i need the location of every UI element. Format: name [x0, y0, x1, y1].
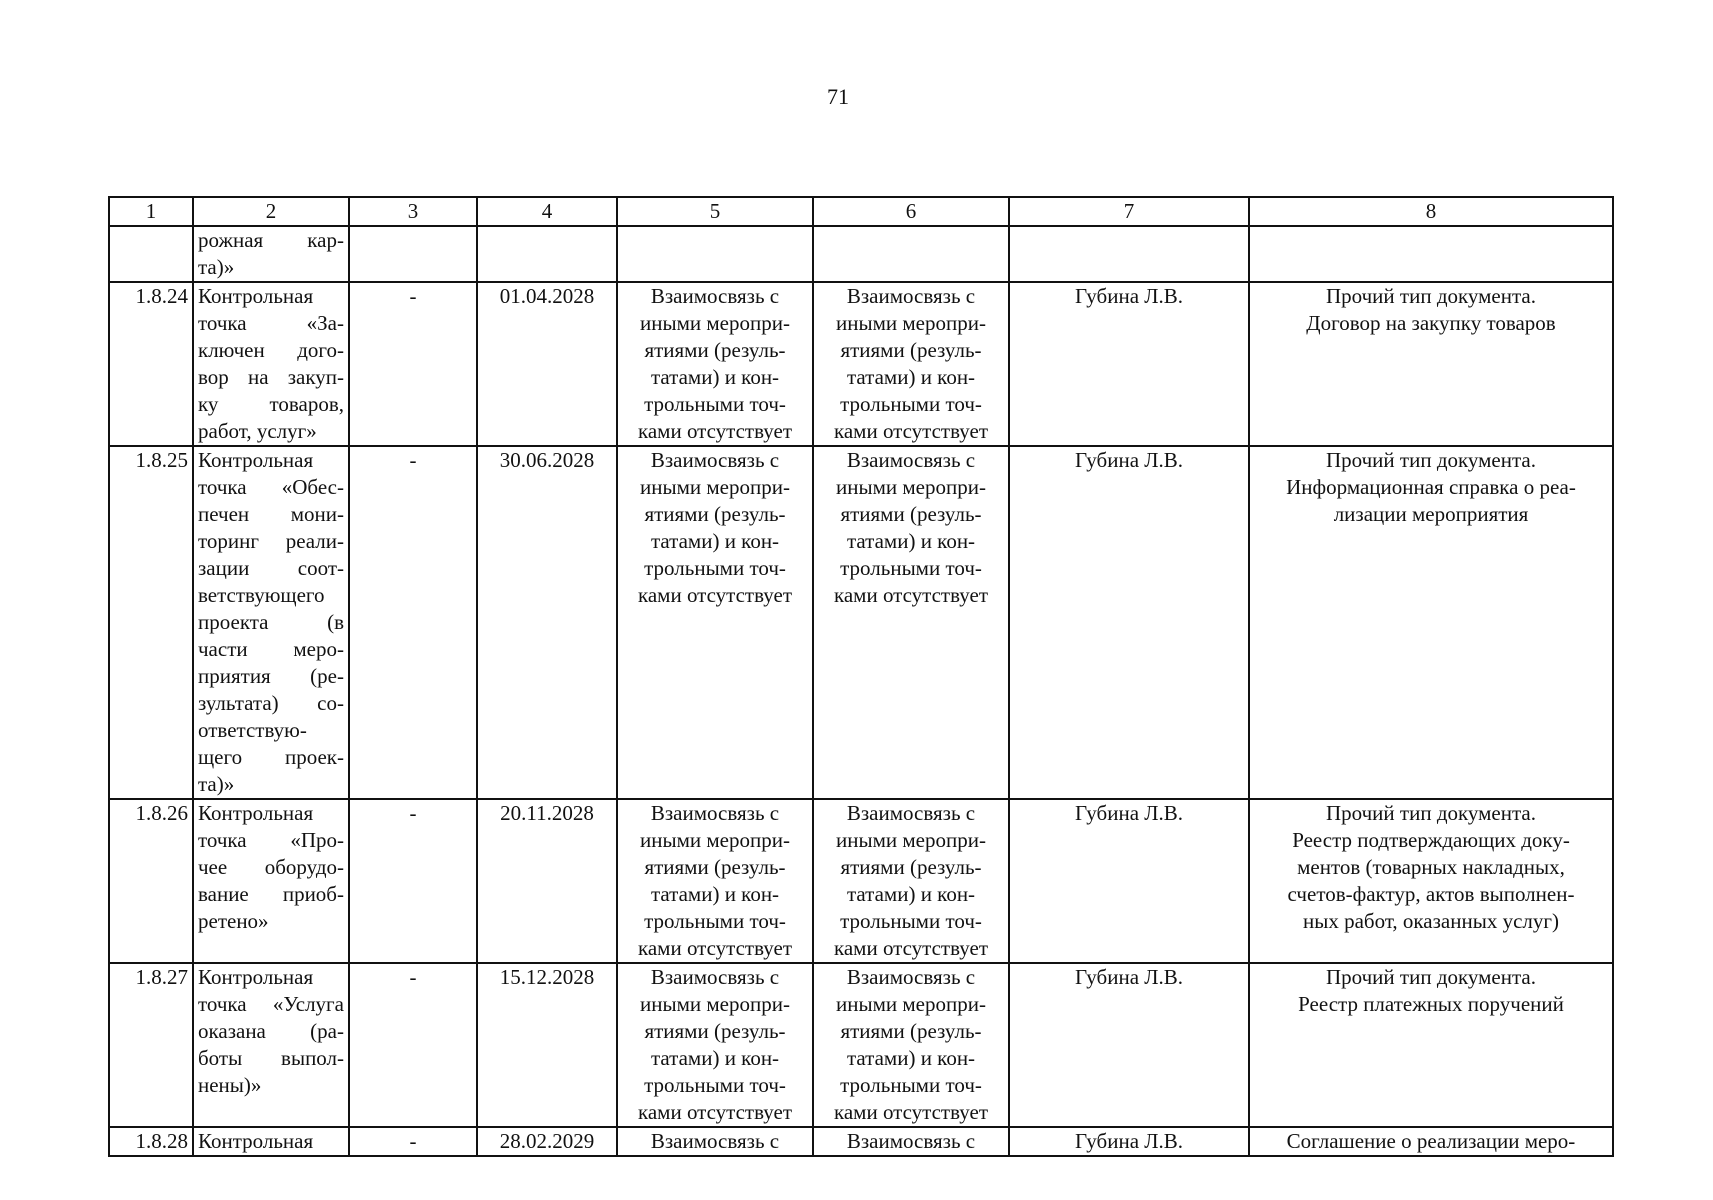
- table-row: [109, 282, 1613, 446]
- relation-col6: [813, 963, 1009, 1127]
- document-type: [1249, 226, 1613, 282]
- column-3-value: -: [349, 282, 477, 446]
- relation-col6: [813, 226, 1009, 282]
- control-point-name-line: боты выпол-: [198, 1046, 344, 1070]
- control-point-name-line: вание приоб-: [198, 882, 344, 906]
- relation-col5-line: татами) и кон-: [650, 529, 780, 553]
- table-row: [109, 799, 1613, 963]
- control-point-name-line: нены)»: [198, 1073, 262, 1097]
- responsible-person: Губина Л.В.: [1009, 1127, 1249, 1156]
- control-point-name: [193, 446, 349, 799]
- relation-col5-line: ками отсутствует: [637, 583, 793, 607]
- relation-col6-line: ками отсутствует: [833, 419, 989, 443]
- relation-col5-line: иными меропри-: [640, 992, 790, 1016]
- relation-col6-line: татами) и кон-: [846, 529, 976, 553]
- control-point-name-line: приятия (ре-: [198, 664, 344, 688]
- relation-col5-line: ятиями (резуль-: [644, 338, 786, 362]
- row-number: 1.8.25: [109, 446, 193, 799]
- due-date: 20.11.2028: [477, 799, 617, 963]
- relation-col5-line: трольными точ-: [644, 909, 786, 933]
- relation-col5-line: иными меропри-: [640, 475, 790, 499]
- control-point-name: [193, 963, 349, 1127]
- relation-col5-line: иными меропри-: [640, 828, 790, 852]
- control-point-name-line: ответствую-: [198, 718, 307, 742]
- control-point-name-line: Контрольная: [198, 801, 314, 825]
- control-point-name-line: торинг реали-: [198, 529, 344, 553]
- relation-col6-line: трольными точ-: [840, 1073, 982, 1097]
- control-point-name-line: печен мони-: [198, 502, 344, 526]
- relation-col6-line: ками отсутствует: [833, 583, 989, 607]
- relation-col6-line: трольными точ-: [840, 909, 982, 933]
- relation-col6-line: Взаимосвязь с: [846, 965, 976, 989]
- relation-col5-line: ятиями (резуль-: [644, 855, 786, 879]
- column-3-value: -: [349, 963, 477, 1127]
- control-point-name-line: щего проек-: [198, 745, 344, 769]
- relation-col6-line: трольными точ-: [840, 556, 982, 580]
- relation-col5-line: Взаимосвязь с: [650, 1129, 780, 1153]
- responsible-person: [1009, 226, 1249, 282]
- page-number: 71: [827, 84, 849, 109]
- table-row: [109, 1127, 1613, 1156]
- relation-col5-line: ками отсутствует: [637, 936, 793, 960]
- document-type-line: Соглашение о реализации меро-: [1286, 1129, 1576, 1153]
- relation-col5-line: трольными точ-: [644, 1073, 786, 1097]
- control-point-name: [193, 799, 349, 963]
- relation-col6-line: ятиями (резуль-: [840, 338, 982, 362]
- relation-col6-line: Взаимосвязь с: [846, 284, 976, 308]
- relation-col5-line: татами) и кон-: [650, 365, 780, 389]
- relation-col6-line: ятиями (резуль-: [840, 502, 982, 526]
- control-point-name-line: та)»: [198, 772, 235, 796]
- row-number: 1.8.27: [109, 963, 193, 1127]
- control-point-name-line: части меро-: [198, 637, 344, 661]
- document-type-line: Прочий тип документа.: [1326, 284, 1536, 308]
- document-type-line: ных работ, оказанных услуг): [1303, 909, 1559, 933]
- relation-col6-line: Взаимосвязь с: [846, 1129, 976, 1153]
- document-type-line: лизации мероприятия: [1333, 502, 1529, 526]
- relation-col5-line: трольными точ-: [644, 556, 786, 580]
- column-3-value: -: [349, 1127, 477, 1156]
- control-point-name-line: ветствующего: [198, 583, 325, 607]
- relation-col5: [617, 963, 813, 1127]
- control-point-name-line: Контрольная: [198, 448, 314, 472]
- document-type: [1249, 799, 1613, 963]
- control-point-name-line: ключен дого-: [198, 338, 344, 362]
- relation-col6: [813, 446, 1009, 799]
- relation-col6-line: иными меропри-: [836, 475, 986, 499]
- header-row: [109, 197, 1613, 226]
- relation-col6-line: Взаимосвязь с: [846, 448, 976, 472]
- relation-col6-line: трольными точ-: [840, 392, 982, 416]
- relation-col6-line: иными меропри-: [836, 311, 986, 335]
- relation-col5: [617, 1127, 813, 1156]
- control-points-table: [108, 196, 1614, 1157]
- control-point-name-line: точка «Про-: [198, 828, 344, 852]
- document-type-line: Прочий тип документа.: [1326, 965, 1536, 989]
- relation-col6-line: татами) и кон-: [846, 882, 976, 906]
- control-point-name-line: проекта (в: [198, 610, 344, 634]
- control-point-name-line: ку товаров,: [198, 392, 344, 416]
- control-point-name: [193, 226, 349, 282]
- control-point-name-line: оказана (ра-: [198, 1019, 344, 1043]
- table-row: [109, 963, 1613, 1127]
- control-point-name-line: зультата) со-: [198, 691, 344, 715]
- control-point-name-line: точка «Обес-: [198, 475, 344, 499]
- document-type-line: Информационная справка о реа-: [1286, 475, 1576, 499]
- column-header-7: 7: [1009, 197, 1249, 226]
- column-3-value: -: [349, 799, 477, 963]
- control-point-name-line: Контрольная: [198, 965, 314, 989]
- relation-col6-line: иными меропри-: [836, 992, 986, 1016]
- relation-col6: [813, 1127, 1009, 1156]
- table-row: [109, 226, 1613, 282]
- relation-col6-line: иными меропри-: [836, 828, 986, 852]
- relation-col6-line: ятиями (резуль-: [840, 1019, 982, 1043]
- relation-col6-line: Взаимосвязь с: [846, 801, 976, 825]
- control-point-name-line: рожная кар-: [198, 228, 344, 252]
- document-type: [1249, 963, 1613, 1127]
- control-point-name-line: Контрольная: [198, 1129, 314, 1153]
- relation-col5-line: ками отсутствует: [637, 1100, 793, 1124]
- relation-col5: [617, 226, 813, 282]
- relation-col5: [617, 282, 813, 446]
- control-point-name-line: зации соот-: [198, 556, 344, 580]
- relation-col6: [813, 799, 1009, 963]
- responsible-person: Губина Л.В.: [1009, 282, 1249, 446]
- document-type-line: Прочий тип документа.: [1326, 448, 1536, 472]
- document-type: [1249, 446, 1613, 799]
- control-point-name-line: точка «Услуга: [198, 992, 344, 1016]
- control-point-name: [193, 1127, 349, 1156]
- relation-col5-line: трольными точ-: [644, 392, 786, 416]
- row-number: 1.8.24: [109, 282, 193, 446]
- column-3-value: -: [349, 446, 477, 799]
- relation-col6-line: ками отсутствует: [833, 1100, 989, 1124]
- column-header-1: 1: [109, 197, 193, 226]
- relation-col5-line: ками отсутствует: [637, 419, 793, 443]
- relation-col5-line: татами) и кон-: [650, 1046, 780, 1070]
- control-point-name-line: вор на закуп-: [198, 365, 344, 389]
- row-number: 1.8.26: [109, 799, 193, 963]
- control-point-name-line: точка «За-: [198, 311, 344, 335]
- control-point-name-line: Контрольная: [198, 284, 314, 308]
- document-type-line: Реестр подтверждающих доку-: [1292, 828, 1570, 852]
- document-type-line: счетов-фактур, актов выполнен-: [1287, 882, 1575, 906]
- document-type: [1249, 1127, 1613, 1156]
- relation-col5-line: ятиями (резуль-: [644, 1019, 786, 1043]
- relation-col6-line: ятиями (резуль-: [840, 855, 982, 879]
- responsible-person: Губина Л.В.: [1009, 963, 1249, 1127]
- document-type-line: ментов (товарных накладных,: [1297, 855, 1565, 879]
- relation-col6-line: татами) и кон-: [846, 365, 976, 389]
- control-point-name-line: чее оборудо-: [198, 855, 344, 879]
- document-type-line: Реестр платежных поручений: [1298, 992, 1564, 1016]
- due-date: 30.06.2028: [477, 446, 617, 799]
- relation-col6: [813, 282, 1009, 446]
- relation-col6-line: татами) и кон-: [846, 1046, 976, 1070]
- control-point-name: [193, 282, 349, 446]
- column-header-4: 4: [477, 197, 617, 226]
- relation-col5-line: татами) и кон-: [650, 882, 780, 906]
- due-date: 15.12.2028: [477, 963, 617, 1127]
- responsible-person: Губина Л.В.: [1009, 799, 1249, 963]
- row-number: 1.8.28: [109, 1127, 193, 1156]
- column-header-8: 8: [1249, 197, 1613, 226]
- column-header-3: 3: [349, 197, 477, 226]
- relation-col5-line: ятиями (резуль-: [644, 502, 786, 526]
- relation-col5-line: Взаимосвязь с: [650, 801, 780, 825]
- relation-col5-line: иными меропри-: [640, 311, 790, 335]
- document-type: [1249, 282, 1613, 446]
- relation-col5-line: Взаимосвязь с: [650, 284, 780, 308]
- table-body: [109, 226, 1613, 1156]
- due-date: 28.02.2029: [477, 1127, 617, 1156]
- relation-col5: [617, 446, 813, 799]
- column-header-5: 5: [617, 197, 813, 226]
- relation-col6-line: ками отсутствует: [833, 936, 989, 960]
- column-3-value: [349, 226, 477, 282]
- control-point-name-line: работ, услуг»: [198, 419, 317, 443]
- due-date: [477, 226, 617, 282]
- document-type-line: Прочий тип документа.: [1326, 801, 1536, 825]
- table-row: [109, 446, 1613, 799]
- responsible-person: Губина Л.В.: [1009, 446, 1249, 799]
- column-header-2: 2: [193, 197, 349, 226]
- row-number: [109, 226, 193, 282]
- relation-col5: [617, 799, 813, 963]
- relation-col5-line: Взаимосвязь с: [650, 965, 780, 989]
- document-type-line: Договор на закупку товаров: [1306, 311, 1556, 335]
- due-date: 01.04.2028: [477, 282, 617, 446]
- control-point-name-line: та)»: [198, 255, 235, 279]
- control-point-name-line: ретено»: [198, 909, 269, 933]
- column-header-6: 6: [813, 197, 1009, 226]
- relation-col5-line: Взаимосвязь с: [650, 448, 780, 472]
